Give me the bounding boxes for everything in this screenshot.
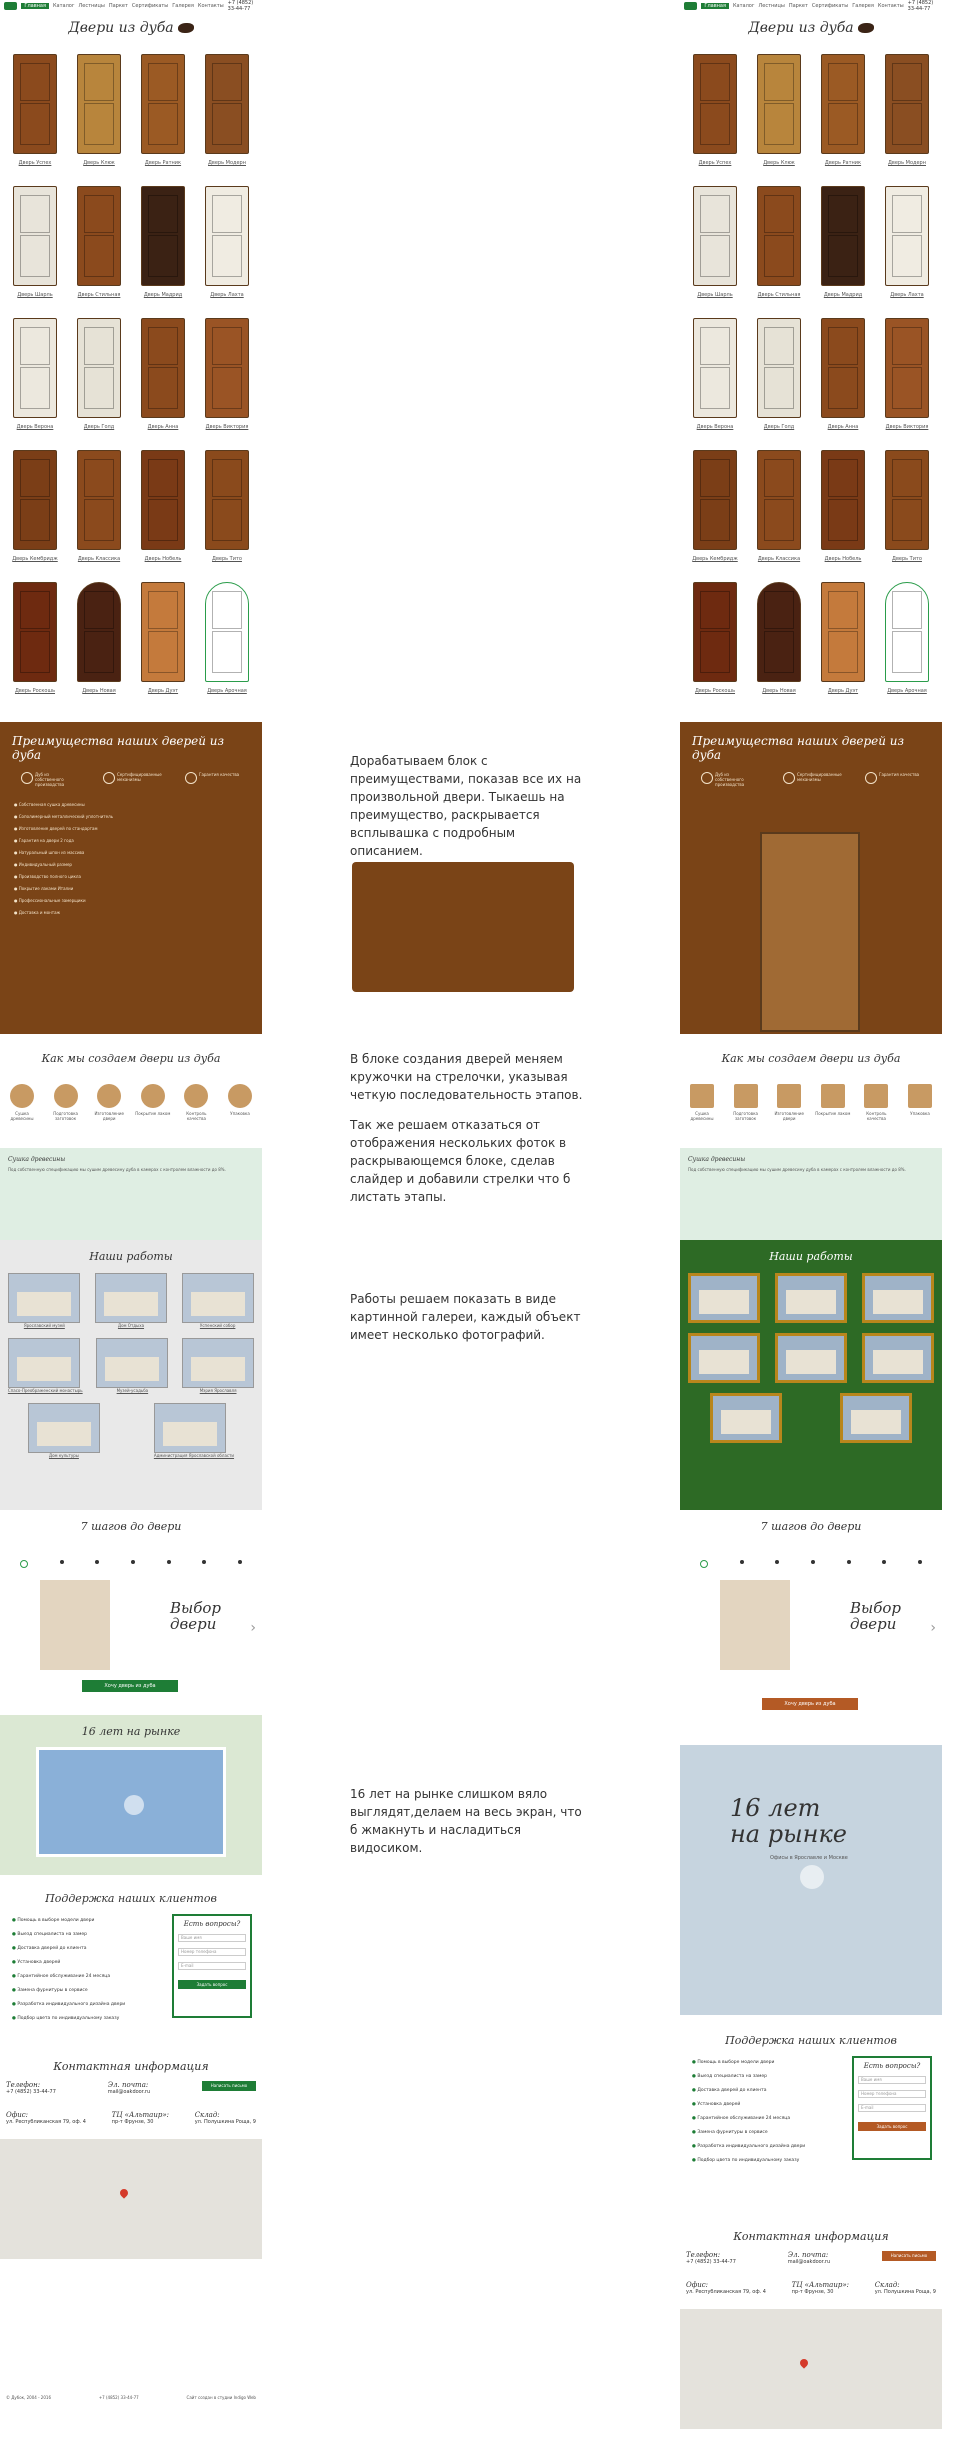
- gallery-frame[interactable]: [688, 1273, 760, 1323]
- door-card[interactable]: Дверь Модерн: [198, 54, 256, 186]
- gallery-frame[interactable]: [862, 1333, 934, 1383]
- door-card[interactable]: Дверь Голд: [70, 318, 128, 450]
- door-image[interactable]: [141, 186, 185, 286]
- name-field[interactable]: Ваше имя: [178, 1934, 246, 1942]
- how-title: Как мы создаем двери из дуба: [41, 1052, 221, 1065]
- advantages-door-image[interactable]: [760, 832, 860, 1032]
- question-form: Есть вопросы? Ваше имя Номер телефона E-mail Задать вопрос: [172, 1914, 252, 2018]
- play-icon[interactable]: [124, 1795, 144, 1815]
- door-card[interactable]: Дверь Кембридж: [686, 450, 744, 582]
- cta-button[interactable]: Хочу дверь из дуба: [762, 1698, 858, 1710]
- door-image[interactable]: [77, 186, 121, 286]
- drying-panel: Сушка древесины Под собственную спецификацию мы сушим древесину дуба в камерах с контролем влажности до 8%.: [0, 1148, 262, 1240]
- annotation-years: 16 лет на рынке слишком вяло выглядят,делаем на весь экран, что б жмакнуть и насладиться видосиком.: [350, 1787, 582, 1855]
- nav-home[interactable]: Главная: [701, 3, 729, 9]
- door-image[interactable]: [821, 582, 865, 682]
- phone-field[interactable]: Номер телефона: [858, 2090, 926, 2098]
- door-card[interactable]: Дверь Клюк: [750, 54, 808, 186]
- map[interactable]: [0, 2139, 262, 2259]
- door-card[interactable]: Дверь Голд: [750, 318, 808, 450]
- door-card[interactable]: Дверь Стильная: [750, 186, 808, 318]
- advantages-section: [0, 722, 262, 1034]
- door-card[interactable]: Дверь Тито: [198, 450, 256, 582]
- step-arrow-icon[interactable]: [864, 1084, 888, 1108]
- left-design: [0, 0, 262, 2445]
- door-grid: [6, 54, 256, 714]
- nav-parquet[interactable]: Паркет: [108, 3, 128, 9]
- name-field[interactable]: Ваше имя: [858, 2076, 926, 2084]
- nav-certificates[interactable]: Сертификаты: [131, 3, 169, 9]
- years-fullscreen[interactable]: 16 лет на рынке Офисы в Ярославле и Москве: [680, 1745, 942, 2015]
- door-image[interactable]: [885, 582, 929, 682]
- page-title: Двери из дуба: [0, 20, 262, 36]
- headset-icon: [185, 772, 197, 784]
- gallery-frame[interactable]: [688, 1333, 760, 1383]
- door-image[interactable]: [757, 186, 801, 286]
- door-card[interactable]: Дверь Роскошь: [686, 582, 744, 714]
- years-heading: 16 лет на рынке: [730, 1794, 847, 1848]
- step-circle-icon[interactable]: [10, 1084, 34, 1108]
- door-image[interactable]: [205, 186, 249, 286]
- door-image[interactable]: [693, 318, 737, 418]
- door-image[interactable]: [205, 582, 249, 682]
- footer: © Дубок, 2004 - 2016 +7 (4852) 33-44-77 Сайт создан в студии Indigo Web: [6, 2395, 256, 2400]
- door-card[interactable]: Дверь Успех: [686, 54, 744, 186]
- door-image[interactable]: [205, 54, 249, 154]
- submit-button[interactable]: Задать вопрос: [178, 1980, 246, 1989]
- door-card[interactable]: Дверь Верона: [6, 318, 64, 450]
- headset-icon: [865, 772, 877, 784]
- door-image[interactable]: [821, 54, 865, 154]
- gallery-frame[interactable]: [862, 1273, 934, 1323]
- door-image[interactable]: [141, 450, 185, 550]
- advantages-list: ● Собственная сушка древесины ● Сополимерный металлический уплотнитель ● Изготовление дверей по стандартам ● Гарантия на двери 2 года ● Натуральный шпон из массива ● Индивидуальный размер ● Производство полного цикла ● Покрытие лаками Италии ● Профессиональные замерщики ● Доставка и монтаж: [0, 791, 262, 927]
- video-player[interactable]: [36, 1747, 226, 1857]
- support-section: Поддержка наших клиентов ● Помощь в выборе модели двери ● Выезд специалиста на замер ● Доставка дверей до клиента ● Установка дверей ● Гарантийное обслуживание 24 месяца ● Замена фурнитуры в сервисе ● Разработка индивидуального дизайна двери ● Подбор цвета по индивидуальному заказу Есть вопросы? Ваше имя Номер телефона E-mail Задать вопрос: [0, 1888, 262, 2028]
- nav-certificates[interactable]: Сертификаты: [811, 3, 849, 9]
- gallery-frame[interactable]: [775, 1333, 847, 1383]
- step-item[interactable]: Подготовка заготовок: [728, 1084, 764, 1121]
- door-card[interactable]: Дверь Шарль: [686, 186, 744, 318]
- step-photo: [40, 1580, 110, 1670]
- door-card[interactable]: Дверь Шарль: [6, 186, 64, 318]
- work-item[interactable]: Мэрия Ярославля: [182, 1338, 254, 1393]
- nav-stairs[interactable]: Лестницы: [758, 3, 785, 9]
- logo[interactable]: [4, 2, 17, 10]
- step-item[interactable]: Изготовление двери: [91, 1084, 127, 1121]
- email-field[interactable]: E-mail: [178, 1962, 246, 1970]
- door-image[interactable]: [77, 582, 121, 682]
- step-circle-icon[interactable]: [97, 1084, 121, 1108]
- logo[interactable]: [684, 2, 697, 10]
- door-card[interactable]: Дверь Виктория: [878, 318, 936, 450]
- door-card[interactable]: Дверь Виктория: [198, 318, 256, 450]
- top-nav: [680, 0, 942, 12]
- annotation-advantages: Дорабатываем блок с преимуществами, показав все их на произвольной двери. Тыкаешь на преимущество, раскрывается всплывашка с подробным описанием.: [350, 754, 582, 858]
- nav-gallery[interactable]: Галерея: [852, 3, 874, 9]
- phone-number: +7 (4852) 33-44-77: [907, 0, 934, 12]
- work-item[interactable]: Дом Отдыха: [95, 1273, 167, 1328]
- question-form: Есть вопросы? Ваше имя Номер телефона E-mail Задать вопрос: [852, 2056, 932, 2160]
- advantages-section: [680, 722, 942, 1034]
- door-card[interactable]: Дверь Лахта: [198, 186, 256, 318]
- next-arrow-icon[interactable]: ›: [930, 1620, 936, 1636]
- door-image[interactable]: [13, 54, 57, 154]
- annotation-slider: Так же решаем отказаться от отображения нескольких фоток в раскрывающемся блоке, сделав слайдер и добавили стрелки что б листать этапы.: [350, 1118, 571, 1204]
- step-item[interactable]: Изготовление двери: [771, 1084, 807, 1121]
- door-image[interactable]: [77, 450, 121, 550]
- gallery-frame[interactable]: [775, 1273, 847, 1323]
- door-card[interactable]: Дверь Мадрид: [814, 186, 872, 318]
- play-icon[interactable]: [800, 1865, 824, 1889]
- work-item[interactable]: Ярославский музей: [8, 1273, 80, 1328]
- work-item[interactable]: Дом культуры: [28, 1403, 100, 1458]
- advantages-title: Преимущества наших дверей из дуба: [12, 734, 225, 762]
- door-card[interactable]: Дверь Нобель: [134, 450, 192, 582]
- door-image[interactable]: [141, 54, 185, 154]
- nav-contacts[interactable]: Контакты: [877, 3, 904, 9]
- step-item[interactable]: Покрытие лаком: [815, 1084, 851, 1121]
- door-card[interactable]: Дверь Ратник: [814, 54, 872, 186]
- door-image[interactable]: [205, 450, 249, 550]
- cta-button[interactable]: Хочу дверь из дуба: [82, 1680, 178, 1692]
- map-pin-icon[interactable]: [118, 2187, 129, 2198]
- gallery-frame[interactable]: [840, 1393, 912, 1443]
- nav-catalog[interactable]: Каталог: [733, 3, 755, 9]
- advantage-icon: Дуб из собственного производства: [21, 772, 77, 787]
- door-image[interactable]: [885, 318, 929, 418]
- oak-leaf-icon: [858, 23, 874, 33]
- door-card[interactable]: Дверь Модерн: [878, 54, 936, 186]
- step-photo: [720, 1580, 790, 1670]
- work-item[interactable]: Музей-усадьба: [96, 1338, 168, 1393]
- annotation-steps: В блоке создания дверей меняем кружочки на стрелочки, указывая четкую последовательность этапов.: [350, 1052, 583, 1102]
- gear-icon: [783, 772, 795, 784]
- phone-field[interactable]: Номер телефона: [178, 1948, 246, 1956]
- leaf-icon: [701, 772, 713, 784]
- step-label: Выбор двери: [850, 1599, 902, 1633]
- nav-gallery[interactable]: Галерея: [172, 3, 194, 9]
- seven-steps-section: 7 шагов до двери Выбор двери › Хочу дверь из дуба: [0, 1520, 262, 1700]
- door-image[interactable]: [77, 54, 121, 154]
- step-label: Выбор двери: [170, 1599, 222, 1633]
- door-image[interactable]: [141, 582, 185, 682]
- step-circle-icon[interactable]: [228, 1084, 252, 1108]
- door-grid: [686, 54, 936, 714]
- step-arrow-icon[interactable]: [821, 1084, 845, 1108]
- drying-slider: Сушка древесины Под собственную спецификацию мы сушим древесину дуба в камерах с контролем влажности до 8%.: [680, 1148, 942, 1240]
- door-image[interactable]: [13, 450, 57, 550]
- door-card[interactable]: Дверь Успех: [6, 54, 64, 186]
- door-image[interactable]: [13, 186, 57, 286]
- door-card[interactable]: Дверь Анна: [134, 318, 192, 450]
- step-item[interactable]: Контроль качества: [858, 1084, 894, 1121]
- email-field[interactable]: E-mail: [858, 2104, 926, 2112]
- nav-parquet[interactable]: Паркет: [788, 3, 808, 9]
- door-image[interactable]: [693, 54, 737, 154]
- step-item[interactable]: Покрытие лаком: [135, 1084, 171, 1121]
- write-letter-button[interactable]: Написать письмо: [202, 2081, 256, 2091]
- door-card[interactable]: Дверь Лахта: [878, 186, 936, 318]
- map[interactable]: [680, 2309, 942, 2429]
- next-arrow-icon[interactable]: ›: [250, 1620, 256, 1636]
- door-card[interactable]: Дверь Классика: [750, 450, 808, 582]
- map-pin-icon[interactable]: [798, 2357, 809, 2368]
- door-image[interactable]: [693, 186, 737, 286]
- door-image[interactable]: [13, 582, 57, 682]
- nav-stairs[interactable]: Лестницы: [78, 3, 105, 9]
- nav-contacts[interactable]: Контакты: [197, 3, 224, 9]
- work-item[interactable]: Спасо-Преображенский монастырь: [8, 1338, 83, 1393]
- door-card[interactable]: Дверь Анна: [814, 318, 872, 450]
- step-item[interactable]: Упаковка: [902, 1084, 938, 1121]
- support-section: Поддержка наших клиентов ● Помощь в выборе модели двери ● Выезд специалиста на замер ● Доставка дверей до клиента ● Установка дверей ● Гарантийное обслуживание 24 месяца ● Замена фурнитуры в сервисе ● Разработка индивидуального дизайна двери ● Подбор цвета по индивидуальному заказу Есть вопросы? Ваше имя Номер телефона E-mail Задать вопрос: [680, 2030, 942, 2170]
- page-title: Двери из дуба: [680, 20, 942, 36]
- door-image[interactable]: [821, 450, 865, 550]
- advantage-icon: Сертифицированные механизмы: [103, 772, 159, 787]
- works-gallery: Наши работы: [680, 1240, 942, 1510]
- work-item[interactable]: Администрация Ярославской области: [154, 1403, 234, 1458]
- nav-home[interactable]: Главная: [21, 3, 49, 9]
- door-image[interactable]: [757, 54, 801, 154]
- door-image[interactable]: [141, 318, 185, 418]
- advantage-popup: [352, 862, 574, 992]
- door-image[interactable]: [205, 318, 249, 418]
- door-image[interactable]: [77, 318, 121, 418]
- door-image[interactable]: [885, 450, 929, 550]
- step-item[interactable]: Сушка древесины: [684, 1084, 720, 1121]
- step-item[interactable]: Подготовка заготовок: [48, 1084, 84, 1121]
- door-image[interactable]: [821, 318, 865, 418]
- write-letter-button[interactable]: Написать письмо: [882, 2251, 936, 2261]
- door-image[interactable]: [885, 186, 929, 286]
- door-card[interactable]: Дверь Мадрид: [134, 186, 192, 318]
- door-card[interactable]: Дверь Арочная: [198, 582, 256, 714]
- works-section: Наши работы Ярославский музей Дом Отдыха Успенский собор Спасо-Преображенский монастырь Музей-усадьба Мэрия Ярославля Дом культуры Администрация Ярославской области: [0, 1240, 262, 1510]
- step-item[interactable]: Упаковка: [222, 1084, 258, 1121]
- door-image[interactable]: [693, 582, 737, 682]
- annotation-works: Работы решаем показать в виде картинной галереи, каждый объект имеет несколько фотографий.: [350, 1292, 581, 1342]
- steps-row: [684, 1084, 938, 1121]
- submit-button[interactable]: Задать вопрос: [858, 2122, 926, 2131]
- step-arrow-icon[interactable]: [908, 1084, 932, 1108]
- door-card[interactable]: Дверь Дуэт: [814, 582, 872, 714]
- top-nav: [0, 0, 262, 12]
- step-circle-icon[interactable]: [141, 1084, 165, 1108]
- advantage-icon: Гарантия качества: [185, 772, 241, 787]
- years-section: 16 лет на рынке: [0, 1715, 262, 1875]
- door-card[interactable]: Дверь Дуэт: [134, 582, 192, 714]
- right-design: [680, 0, 942, 2445]
- step-arrow-icon[interactable]: [734, 1084, 758, 1108]
- advantage-icon[interactable]: Дуб из собственного производства: [701, 772, 757, 787]
- door-image[interactable]: [693, 450, 737, 550]
- door-card[interactable]: Дверь Новая: [70, 582, 128, 714]
- phone-number: +7 (4852) 33-44-77: [227, 0, 254, 12]
- step-item[interactable]: Контроль качества: [178, 1084, 214, 1121]
- step-circle-icon[interactable]: [184, 1084, 208, 1108]
- gallery-frame[interactable]: [710, 1393, 782, 1443]
- door-image[interactable]: [821, 186, 865, 286]
- seven-steps-section: 7 шагов до двери Выбор двери › Хочу дверь из дуба: [680, 1520, 942, 1700]
- work-item[interactable]: Успенский собор: [182, 1273, 254, 1328]
- step-circle-icon[interactable]: [54, 1084, 78, 1108]
- door-card[interactable]: Дверь Ратник: [134, 54, 192, 186]
- door-card[interactable]: Дверь Роскошь: [6, 582, 64, 714]
- advantage-icon[interactable]: Сертифицированные механизмы: [783, 772, 839, 787]
- gear-icon: [103, 772, 115, 784]
- door-image[interactable]: [757, 318, 801, 418]
- door-image[interactable]: [885, 54, 929, 154]
- door-card[interactable]: Дверь Клюк: [70, 54, 128, 186]
- door-card[interactable]: Дверь Тито: [878, 450, 936, 582]
- advantages-title: Преимущества наших дверей из дуба: [692, 734, 905, 762]
- door-image[interactable]: [757, 450, 801, 550]
- advantage-icon[interactable]: Гарантия качества: [865, 772, 921, 787]
- door-image[interactable]: [757, 582, 801, 682]
- how-title: Как мы создаем двери из дуба: [721, 1052, 901, 1065]
- leaf-icon: [21, 772, 33, 784]
- door-image[interactable]: [13, 318, 57, 418]
- door-card[interactable]: Дверь Арочная: [878, 582, 936, 714]
- door-card[interactable]: Дверь Верона: [686, 318, 744, 450]
- contacts-section: Контактная информация Телефон: +7 (4852) 33-44-77 Эл. почта: mail@oakdoor.ru Написать письмо Офис: ул. Республиканская 79, оф. 4 ТЦ «Альтаир»: пр-т Фрунзе, 30 Склад: ул. Полушкина Роща, 9 © Дубок, 2004 - 2016 +7 (4852) 33-44-77 Сайт создан в студии Indigo Web: [0, 2060, 262, 2360]
- door-card[interactable]: Дверь Стильная: [70, 186, 128, 318]
- step-item[interactable]: Сушка древесины: [4, 1084, 40, 1121]
- nav-catalog[interactable]: Каталог: [53, 3, 75, 9]
- steps-pagination[interactable]: [20, 1560, 242, 1568]
- steps-pagination[interactable]: [700, 1560, 922, 1568]
- contacts-section: Контактная информация Телефон: +7 (4852) 33-44-77 Эл. почта: mail@oakdoor.ru Написать письмо Офис: ул. Республиканская 79, оф. 4 ТЦ «Альтаир»: пр-т Фрунзе, 30 Склад: ул. Полушкина Роща, 9: [680, 2230, 942, 2445]
- door-card[interactable]: Дверь Нобель: [814, 450, 872, 582]
- oak-leaf-icon: [178, 23, 194, 33]
- door-card[interactable]: Дверь Классика: [70, 450, 128, 582]
- step-arrow-icon[interactable]: [777, 1084, 801, 1108]
- door-card[interactable]: Дверь Кембридж: [6, 450, 64, 582]
- steps-row: [4, 1084, 258, 1121]
- door-card[interactable]: Дверь Новая: [750, 582, 808, 714]
- step-arrow-icon[interactable]: [690, 1084, 714, 1108]
